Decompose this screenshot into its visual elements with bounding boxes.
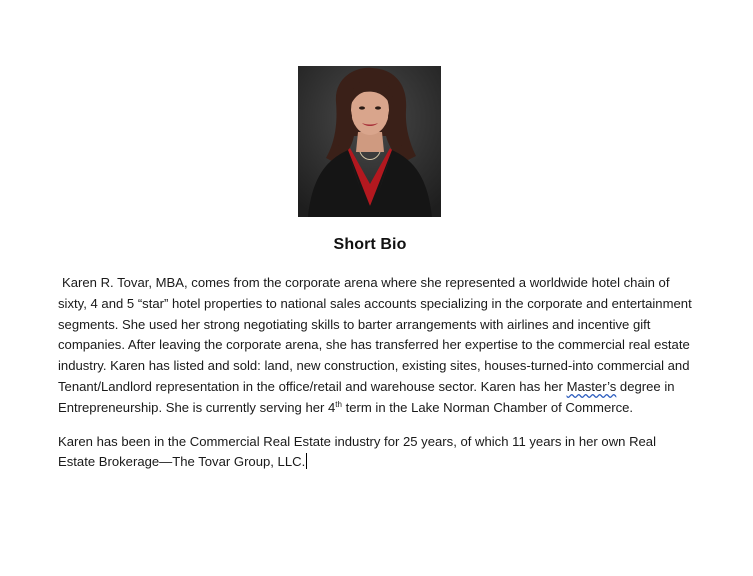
bio-text: Karen has been in the Commercial Real Estate industry for 25 years, of which 11 years in her own Real Estate Brokerage—The Tovar Group, LLC. <box>58 433 657 470</box>
spellcheck-word[interactable]: Master’s <box>566 378 617 394</box>
bio-text: term in the Lake Norman Chamber of Commerce. <box>341 399 634 415</box>
page-title: Short Bio <box>333 236 407 253</box>
bio-text: degree in Entrepreneurship. She is currently serving her 4 <box>58 378 675 415</box>
bio-paragraph[interactable] <box>58 273 694 419</box>
text-cursor <box>306 453 307 469</box>
bio-paragraph[interactable] <box>58 432 694 474</box>
bio-text: Karen R. Tovar, MBA, comes from the corporate arena where she represented a worldwide hotel chain of sixty, 4 and 5 “star” hotel properties to national sales accounts specializing in the corporate and entertainment segments. She used her strong negotiating skills to barter arrangements with airlines and incentive gift companies. After leaving the corporate arena, she has transferred her expertise to the commercial real estate industry. Karen has listed and sold: land, new construction, existing sites, houses-turned-into commercial and Tenant/Landlord representation in the office/retail and warehouse sector. Karen has her <box>58 275 692 394</box>
ordinal-suffix: th <box>335 399 342 409</box>
bio-body <box>58 273 694 473</box>
portrait-photo[interactable] <box>298 66 441 217</box>
portrait-image <box>298 66 441 217</box>
